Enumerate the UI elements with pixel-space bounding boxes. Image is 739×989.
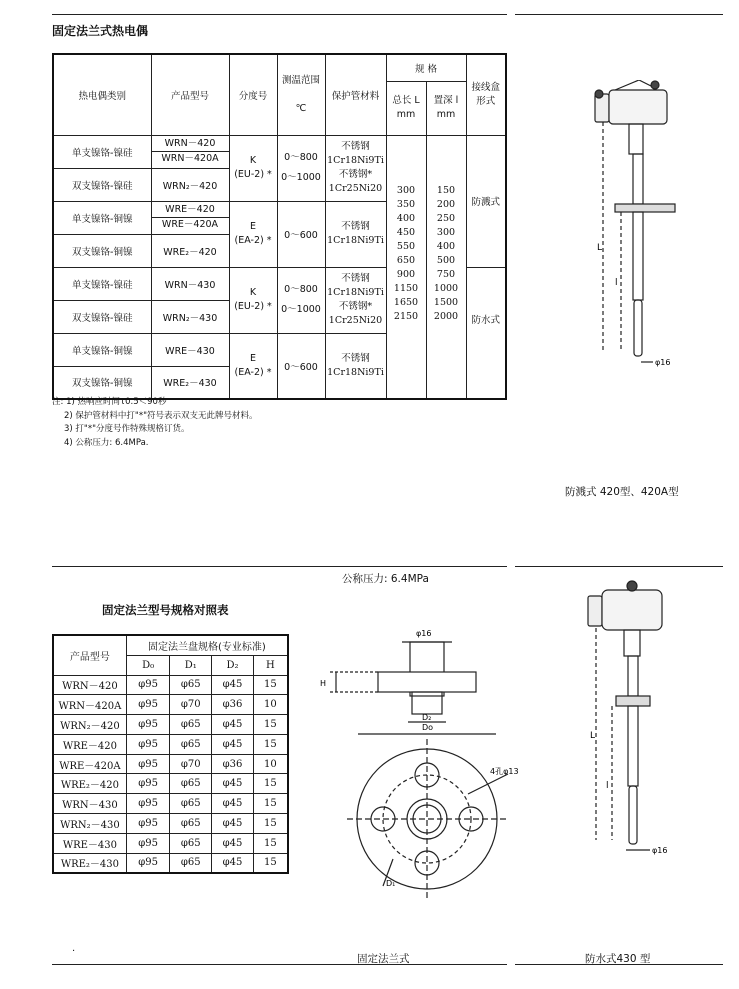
spec-cell: φ70 bbox=[170, 754, 212, 774]
model-cell: WRN－430 bbox=[151, 267, 229, 300]
model-cell: WRN－420A bbox=[53, 695, 126, 715]
spec-cell: φ95 bbox=[126, 814, 170, 834]
spec-cell: 15 bbox=[253, 853, 288, 873]
material-cell: 不锈钢 1Cr18Ni9Ti bbox=[325, 333, 386, 399]
flange-table bbox=[52, 634, 289, 874]
range-cell: 0～600 bbox=[277, 333, 325, 399]
spec-cell: φ65 bbox=[170, 814, 212, 834]
model-cell: WRE－420 WRE－420A bbox=[151, 201, 229, 234]
label-H: H bbox=[320, 679, 327, 688]
length-value: 350 bbox=[396, 198, 416, 210]
header-model: 产品型号 bbox=[53, 635, 126, 675]
spec-cell: 15 bbox=[253, 734, 288, 754]
model-cell: WRN₂－430 bbox=[151, 300, 229, 333]
flange-table-row bbox=[53, 814, 288, 834]
label-l: l bbox=[615, 278, 618, 288]
note-1: 注: 1) 热响应时间τ0.5＜90秒 bbox=[52, 397, 167, 407]
splash-proof-thermocouple-drawing bbox=[585, 80, 695, 370]
spec-cell: φ95 bbox=[126, 833, 170, 853]
material-cell: 不锈钢 1Cr18Ni9Ti 不锈钢* 1Cr25Ni20 bbox=[325, 267, 386, 333]
header-flange-spec: 固定法兰盘规格(专业标准) bbox=[126, 635, 288, 655]
caption-splash-proof: 防溅式 420型、420A型 bbox=[565, 486, 679, 498]
flange-table-row bbox=[53, 774, 288, 794]
model-cell: WRE－420A bbox=[53, 754, 126, 774]
top-rule-left bbox=[52, 14, 507, 15]
depth-value: 250 bbox=[436, 212, 456, 224]
depth-value: 750 bbox=[436, 268, 456, 280]
caption-flange: 固定法兰式 bbox=[357, 953, 410, 965]
spec-cell: φ95 bbox=[126, 715, 170, 735]
flange-table-row bbox=[53, 754, 288, 774]
label-L: L bbox=[597, 243, 603, 253]
range-cell: 0～800 0～1000 bbox=[277, 267, 325, 333]
bottom-rule-left bbox=[52, 964, 507, 965]
graduation-cell: E (EA-2) * bbox=[229, 201, 277, 267]
length-value: 550 bbox=[396, 240, 416, 252]
range-cell: 0～800 0～1000 bbox=[277, 135, 325, 201]
spec-cell: φ65 bbox=[170, 734, 212, 754]
flange-table-row bbox=[53, 833, 288, 853]
header-spec: 规 格 bbox=[386, 54, 466, 81]
graduation-cell: E (EA-2) * bbox=[229, 333, 277, 399]
type-cell: 双支镍铬-镍硅 bbox=[53, 168, 151, 201]
flange-table-row bbox=[53, 794, 288, 814]
model-cell: WRE－430 bbox=[53, 833, 126, 853]
spec-cell: 15 bbox=[253, 814, 288, 834]
depth-value: 150 bbox=[436, 184, 456, 196]
model-cell: WRN－420 bbox=[53, 675, 126, 695]
spec-cell: φ45 bbox=[212, 833, 254, 853]
model-cell: WRN－430 bbox=[53, 794, 126, 814]
depth-value: 1500 bbox=[433, 296, 459, 308]
length-value: 650 bbox=[396, 254, 416, 266]
label-phi16: φ16 bbox=[416, 629, 432, 638]
spec-cell: φ45 bbox=[212, 715, 254, 735]
length-value: 2150 bbox=[393, 310, 419, 322]
type-cell: 单支镍铬-镍硅 bbox=[53, 267, 151, 300]
spec-cell: φ95 bbox=[126, 774, 170, 794]
type-cell: 单支镍铬-铜镍 bbox=[53, 201, 151, 234]
spec-cell: φ65 bbox=[170, 774, 212, 794]
label-phi16: φ16 bbox=[652, 846, 668, 855]
spec-cell: φ95 bbox=[126, 695, 170, 715]
header-range: 测温范围 ℃ bbox=[277, 54, 325, 135]
flange-table-row bbox=[53, 734, 288, 754]
label-D2: D₂ bbox=[422, 713, 432, 722]
spec-cell: φ36 bbox=[212, 695, 254, 715]
spec-cell: 10 bbox=[253, 754, 288, 774]
graduation-cell: K (EU-2) * bbox=[229, 135, 277, 201]
label-D0: Do bbox=[422, 723, 434, 732]
waterproof-thermocouple-drawing bbox=[580, 578, 690, 868]
spec-cell: φ95 bbox=[126, 794, 170, 814]
length-L-cell bbox=[386, 135, 426, 399]
page-title: 固定法兰式热电偶 bbox=[52, 24, 149, 38]
spec-cell: φ36 bbox=[212, 754, 254, 774]
type-cell: 双支镍铬-铜镍 bbox=[53, 366, 151, 399]
depth-value: 200 bbox=[436, 198, 456, 210]
spec-cell: φ45 bbox=[212, 774, 254, 794]
spec-cell: φ65 bbox=[170, 715, 212, 735]
flange-table-row bbox=[53, 695, 288, 715]
spec-cell: φ45 bbox=[212, 794, 254, 814]
length-value: 400 bbox=[396, 212, 416, 224]
spec-cell: 15 bbox=[253, 794, 288, 814]
depth-value: 2000 bbox=[433, 310, 459, 322]
flange-table-row bbox=[53, 853, 288, 873]
note-4: 4) 公称压力: 6.4MPa. bbox=[64, 437, 149, 448]
spec-cell: φ95 bbox=[126, 853, 170, 873]
length-value: 300 bbox=[396, 184, 416, 196]
spec-cell: φ65 bbox=[170, 794, 212, 814]
mid-rule-right bbox=[515, 566, 723, 567]
spec-cell: 10 bbox=[253, 695, 288, 715]
model-cell: WRE₂－420 bbox=[53, 774, 126, 794]
note-3: 3) 打"*"分度号作特殊规格订货。 bbox=[64, 424, 190, 434]
spec-cell: φ70 bbox=[170, 695, 212, 715]
model-cell: WRE₂－420 bbox=[151, 234, 229, 267]
flange-table-title: 固定法兰型号规格对照表 bbox=[102, 603, 229, 617]
model-cell: WRE₂－430 bbox=[53, 853, 126, 873]
graduation-cell: K (EU-2) * bbox=[229, 267, 277, 333]
label-l: l bbox=[606, 781, 609, 791]
mid-rule-left bbox=[52, 566, 507, 567]
spec-cell: φ45 bbox=[212, 675, 254, 695]
spec-cell: φ45 bbox=[212, 734, 254, 754]
spec-table bbox=[52, 53, 507, 400]
depth-value: 300 bbox=[436, 226, 456, 238]
header-material: 保护管材料 bbox=[325, 54, 386, 135]
label-L: L bbox=[590, 731, 596, 741]
spec-cell: φ65 bbox=[170, 833, 212, 853]
model-cell: WRN₂－430 bbox=[53, 814, 126, 834]
depth-value: 1000 bbox=[433, 282, 459, 294]
spec-cell: φ95 bbox=[126, 675, 170, 695]
flange-table-row bbox=[53, 675, 288, 695]
length-value: 450 bbox=[396, 226, 416, 238]
length-value: 900 bbox=[396, 268, 416, 280]
spec-cell: φ45 bbox=[212, 814, 254, 834]
model-cell: WRN－420 WRN－420A bbox=[151, 135, 229, 168]
pressure-label: 公称压力: 6.4MPa bbox=[342, 573, 429, 585]
label-holes: 4孔φ13 bbox=[490, 767, 519, 776]
depth-value: 400 bbox=[436, 240, 456, 252]
header-D1: D₁ bbox=[170, 655, 212, 675]
box-type-waterproof: 防水式 bbox=[466, 267, 506, 399]
type-cell: 双支镍铬-镍硅 bbox=[53, 300, 151, 333]
model-cell: WRE－430 bbox=[151, 333, 229, 366]
length-value: 1650 bbox=[393, 296, 419, 308]
header-type: 热电偶类别 bbox=[53, 54, 151, 135]
model-cell: WRN₂－420 bbox=[151, 168, 229, 201]
material-cell: 不锈钢 1Cr18Ni9Ti 不锈钢* 1Cr25Ni20 bbox=[325, 135, 386, 201]
caption-waterproof: 防水式430 型 bbox=[585, 953, 651, 965]
header-box: 接线盒 形式 bbox=[466, 54, 506, 135]
range-cell: 0～600 bbox=[277, 201, 325, 267]
box-type-splash: 防溅式 bbox=[466, 135, 506, 267]
header-total-length: 总长 L mm bbox=[386, 81, 426, 135]
flange-table-row bbox=[53, 715, 288, 735]
length-value: 1150 bbox=[393, 282, 419, 294]
spec-cell: 15 bbox=[253, 715, 288, 735]
bottom-dot: · bbox=[72, 946, 76, 957]
flange-drawing bbox=[318, 624, 530, 900]
model-cell: WRE－420 bbox=[53, 734, 126, 754]
material-cell: 不锈钢 1Cr18Ni9Ti bbox=[325, 201, 386, 267]
spec-cell: φ45 bbox=[212, 853, 254, 873]
header-model: 产品型号 bbox=[151, 54, 229, 135]
model-cell: WRN₂－420 bbox=[53, 715, 126, 735]
notes bbox=[52, 396, 258, 450]
note-2: 2) 保护管材料中打"*"符号表示双支无此牌号材料。 bbox=[64, 410, 258, 421]
bottom-rule-right bbox=[515, 964, 723, 965]
spec-cell: φ65 bbox=[170, 853, 212, 873]
depth-value: 500 bbox=[436, 254, 456, 266]
type-cell: 双支镍铬-铜镍 bbox=[53, 234, 151, 267]
header-insert-depth: 置深 l mm bbox=[426, 81, 466, 135]
header-D2: D₂ bbox=[212, 655, 254, 675]
top-rule-right bbox=[515, 14, 723, 15]
spec-cell: φ95 bbox=[126, 754, 170, 774]
label-D1: D₁ bbox=[386, 879, 396, 888]
model-cell: WRE₂－430 bbox=[151, 366, 229, 399]
depth-l-cell bbox=[426, 135, 466, 399]
header-D0: D₀ bbox=[126, 655, 170, 675]
spec-cell: φ65 bbox=[170, 675, 212, 695]
spec-cell: φ95 bbox=[126, 734, 170, 754]
spec-cell: 15 bbox=[253, 774, 288, 794]
spec-cell: 15 bbox=[253, 833, 288, 853]
header-graduation: 分度号 bbox=[229, 54, 277, 135]
spec-cell: 15 bbox=[253, 675, 288, 695]
type-cell: 单支镍铬-镍硅 bbox=[53, 135, 151, 168]
header-H: H bbox=[253, 655, 288, 675]
label-phi16: φ16 bbox=[655, 358, 671, 367]
type-cell: 单支镍铬-铜镍 bbox=[53, 333, 151, 366]
